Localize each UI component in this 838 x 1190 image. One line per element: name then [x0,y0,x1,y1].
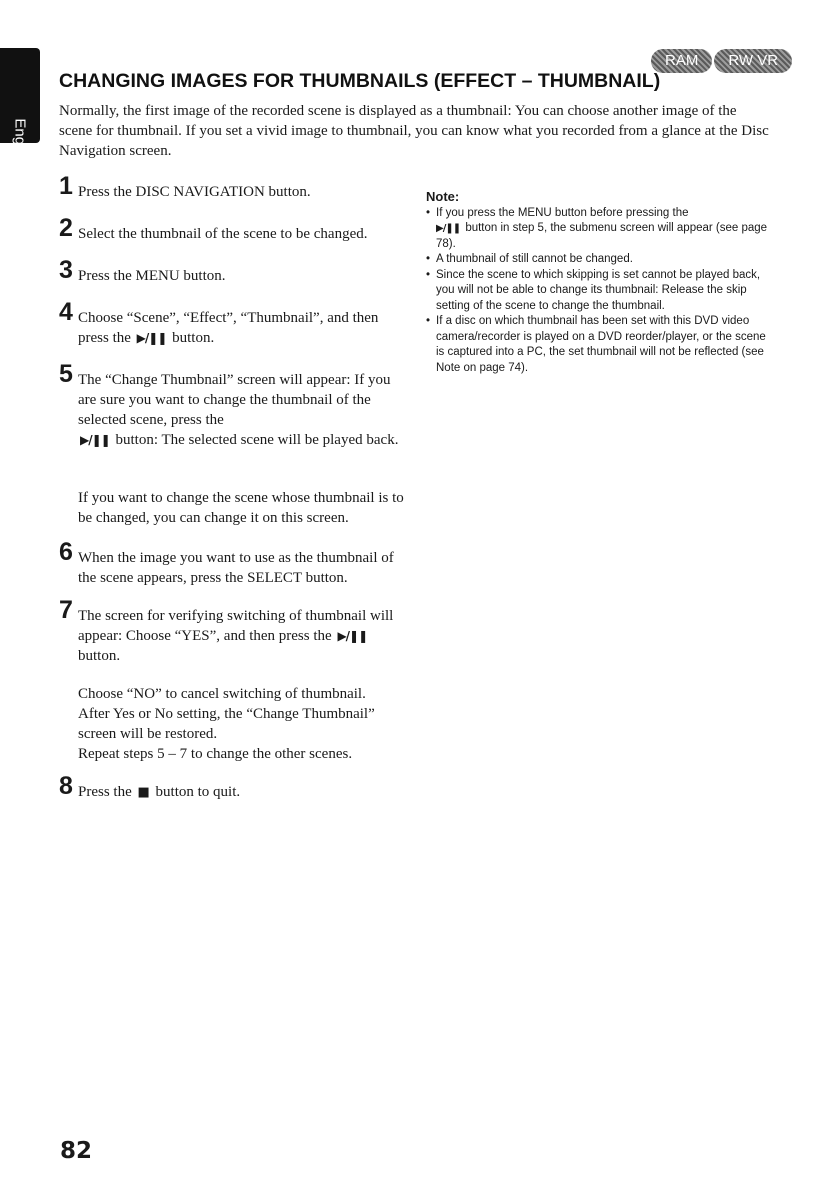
rw-vr-badge: RW VR [714,49,792,73]
step-note: Choose “NO” to cancel switching of thumbnail. [78,686,366,702]
step-7 [59,596,404,764]
language-tab-label: English [11,118,29,168]
play-pause-icon: ▶/❚❚ [80,433,110,447]
disc-type-badges [651,49,792,73]
steps-list [59,172,404,803]
ram-badge: RAM [651,49,712,73]
note-item: • If a disc on which thumbnail has been set with this DVD video camera/recorder is played on a DVD reorder/player, or the scene is captured into a PC, the set thumbnail will not be reflected (see Note on page 74). [426,314,776,376]
step-5 [59,360,404,528]
page-title: CHANGING IMAGES FOR THUMBNAILS (EFFECT – THUMBNAIL) [59,70,661,92]
language-tab [0,48,40,168]
note-item: • A thumbnail of still cannot be changed. [426,252,776,268]
note-list [426,206,776,377]
step-text: Press the ■ button to quit. [78,784,241,800]
note-item: • Since the scene to which skipping is set cannot be played back, you will not be able to change its thumbnail: Release the skip setting of the scene to change the thumbnail. [426,268,776,315]
note-box [426,189,776,376]
step-number: 2 [59,214,73,242]
step-text: The “Change Thumbnail” screen will appear: If you are sure you want to change the thumbnail of the selected scene, press the ▶/❚❚ button: The selected scene will be played back. [78,372,399,448]
step-8 [59,772,404,803]
step-6 [59,538,404,588]
step-3 [59,256,404,286]
page-number: 82 [60,1138,93,1164]
play-pause-icon: ▶/❚❚ [136,331,167,345]
play-pause-icon: ▶/❚❚ [436,223,461,234]
step-number: 5 [59,360,73,388]
step-note: Repeat steps 5 – 7 to change the other scenes. [78,746,353,762]
step-number: 8 [59,772,73,800]
step-text: Press the MENU button. [78,268,226,284]
play-pause-icon: ▶/❚❚ [337,629,368,643]
step-note: After Yes or No setting, the “Change Thumbnail” screen will be restored. [78,706,375,742]
step-text: Press the DISC NAVIGATION button. [78,184,311,200]
step-number: 1 [59,172,73,200]
step-text: The screen for verifying switching of thumbnail will appear: Choose “YES”, and then press the ▶/❚❚ button. [78,608,394,664]
stop-icon: ■ [137,785,150,800]
step-4 [59,298,404,348]
step-text: Choose “Scene”, “Effect”, “Thumbnail”, and then press the ▶/❚❚ button. [78,310,379,346]
step-number: 6 [59,538,73,566]
step-2 [59,214,404,244]
step-note: If you want to change the scene whose thumbnail is to be changed, you can change it on this screen. [78,490,404,526]
step-text: Select the thumbnail of the scene to be changed. [78,226,368,242]
step-number: 3 [59,256,73,284]
step-number: 7 [59,596,73,624]
step-text: When the image you want to use as the thumbnail of the scene appears, press the SELECT button. [78,550,394,586]
note-item: • If you press the MENU button before pressing the ▶/❚❚ button in step 5, the submenu screen will appear (see page 78). [426,206,776,253]
intro-paragraph: Normally, the first image of the recorded scene is displayed as a thumbnail: You can choose another image of the scene for thumbnail. If you set a vivid image to thumbnail, you can know what you recorded from a glance at the Disc Navigation screen. [59,103,769,159]
note-title: Note: [426,189,460,204]
step-number: 4 [59,298,73,326]
step-1 [59,172,404,202]
